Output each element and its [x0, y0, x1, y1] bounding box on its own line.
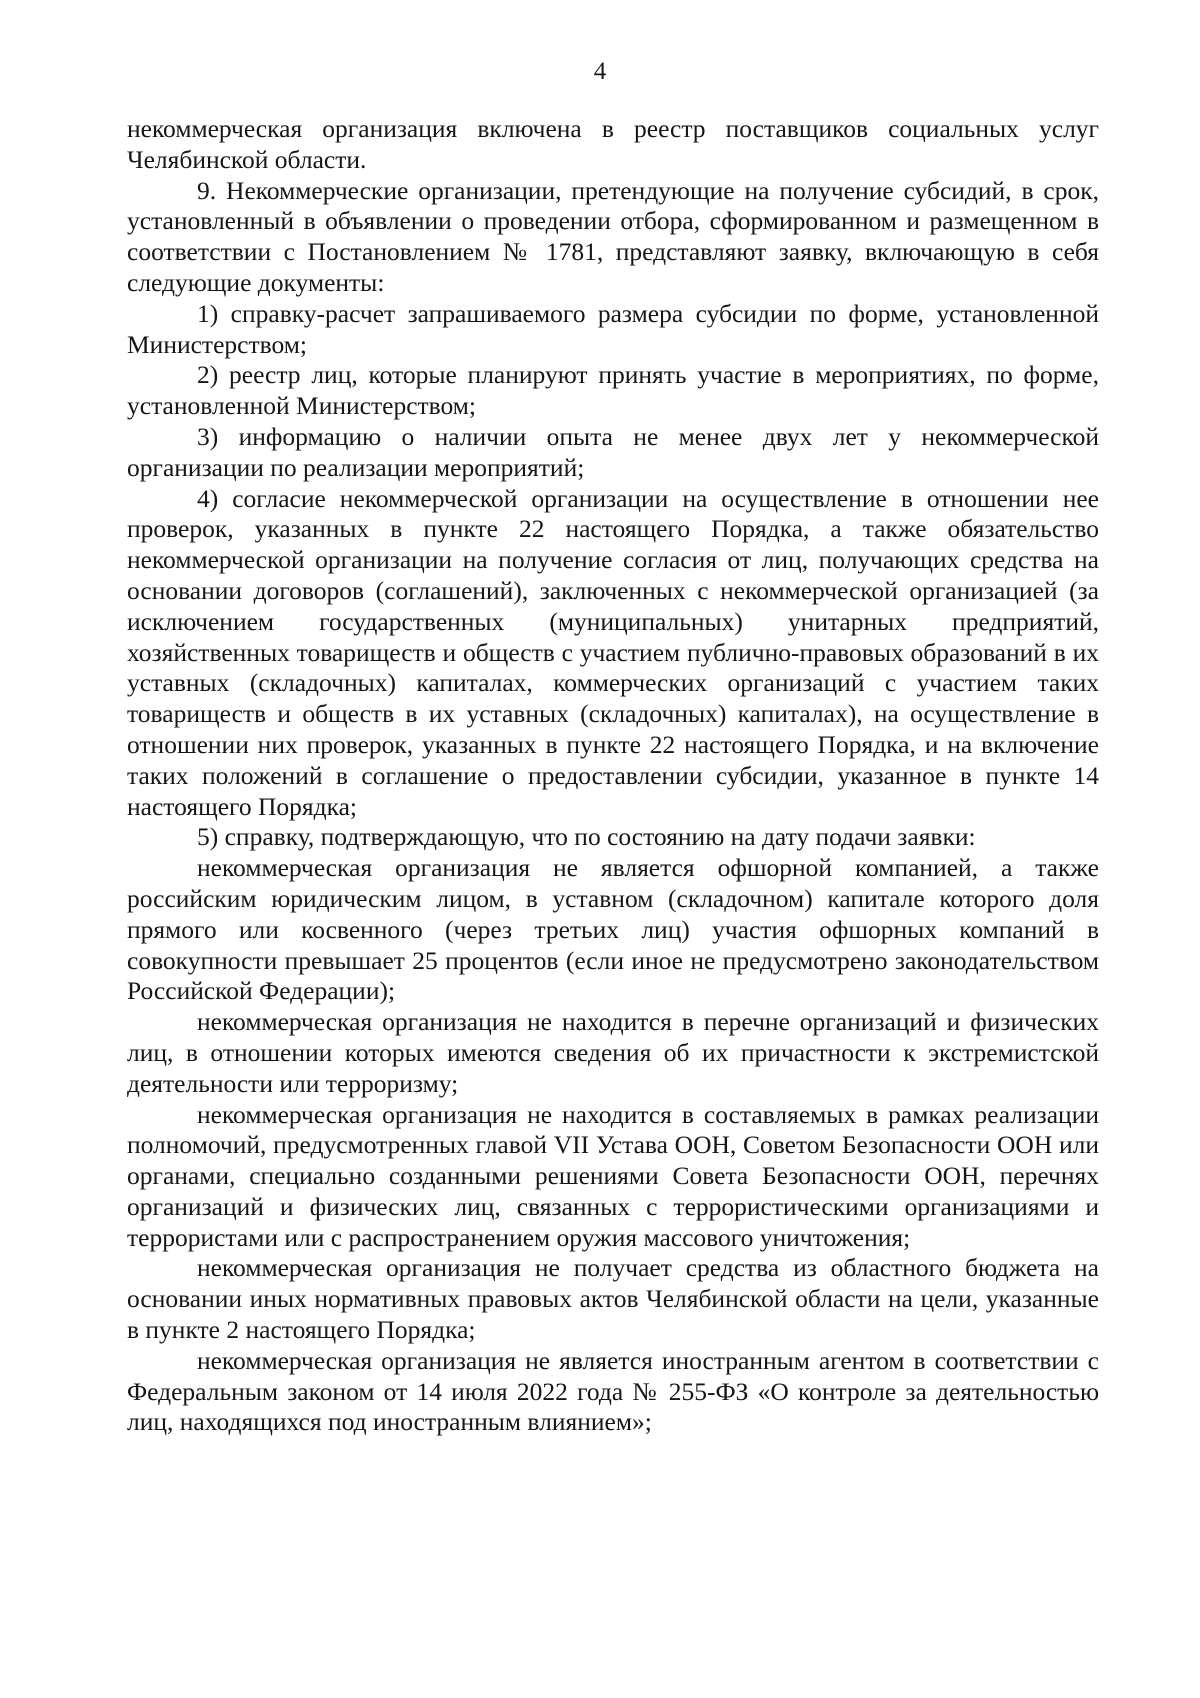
paragraph-continuation: некоммерческая организация включена в реестр поставщиков социальных услуг Челябинской области. [127, 114, 1099, 174]
paragraph-item-5: 5) справку, подтверждающую, что по состоянию на дату подачи заявки: [197, 822, 976, 852]
paragraph-extremism: некоммерческая организация не находится в перечне организаций и физических лиц, в отношении которых имеются сведения об их причастности к экстремистской деятельности или терроризму; [127, 1007, 1099, 1098]
paragraph-regional-budget: некоммерческая организация не получает средства из областного бюджета на основании иных нормативных правовых актов Челябинской области на цели, указанные в пункте 2 настоящего Порядка; [127, 1253, 1099, 1345]
page-number: 4 [593, 58, 607, 85]
paragraph-item-3: 3) информацию о наличии опыта не менее двух лет у некоммерческой организации по реализации мероприятий; [127, 421, 1099, 482]
paragraph-clause-9: 9. Некоммерческие организации, претендующие на получение субсидий, в срок, установленный в объявлении о проведении отбора, сформированном и размещенном в соответствии с Постановлением № 1781, представляют заявку, включающую в себя следующие документы: [127, 175, 1099, 297]
document-body [127, 114, 1099, 1438]
paragraph-offshore: некоммерческая организация не является офшорной компанией, а также российским юридическим лицом, в уставном (складочном) капитале которого доля прямого или косвенного (через третьих лиц) участия офшорных компаний в совокупности превышает 25 процентов (если иное не предусмотрено законодательством Российской Федерации); [127, 853, 1099, 1006]
paragraph-item-4: 4) согласие некоммерческой организации на осуществление в отношении нее проверок, указанных в пункте 22 настоящего Порядка, а также обязательство некоммерческой организации на получение согласия от лиц, получающих средства на основании договоров (соглашений), заключенных с некоммерческой организацией (за исключением государственных (муниципальных) унитарных предприятий, хозяйственных товариществ и обществ с участием публично-правовых образований в их уставных (складочных) капиталах, коммерческих организаций с участием таких товариществ и обществ в их уставных (складочных) капиталах), на осуществление в отношении них проверок, указанных в пункте 22 настоящего Порядка, и на включение таких положений в соглашение о предоставлении субсидии, указанное в пункте 14 настоящего Порядка; [127, 483, 1099, 821]
paragraph-foreign-agent: некоммерческая организация не является иностранным агентом в соответствии с Федеральным законом от 14 июля 2022 года № 255-ФЗ «О контроле за деятельностью лиц, находящихся под иностранным влиянием»; [127, 1345, 1099, 1437]
paragraph-item-2: 2) реестр лиц, которые планируют принять участие в мероприятиях, по форме, установленной Министерством; [127, 360, 1099, 421]
paragraph-un-lists: некоммерческая организация не находится в составляемых в рамках реализации полномочий, предусмотренных главой VII Устава ООН, Советом Безопасности ООН или органами, специально созданными решениями Совета Безопасности ООН, перечнях организаций и физических лиц, связанных с террористическими организациями и террористами или с распространением оружия массового уничтожения; [127, 1099, 1099, 1252]
paragraph-item-1: 1) справку-расчет запрашиваемого размера субсидии по форме, установленной Министерством; [127, 298, 1099, 359]
